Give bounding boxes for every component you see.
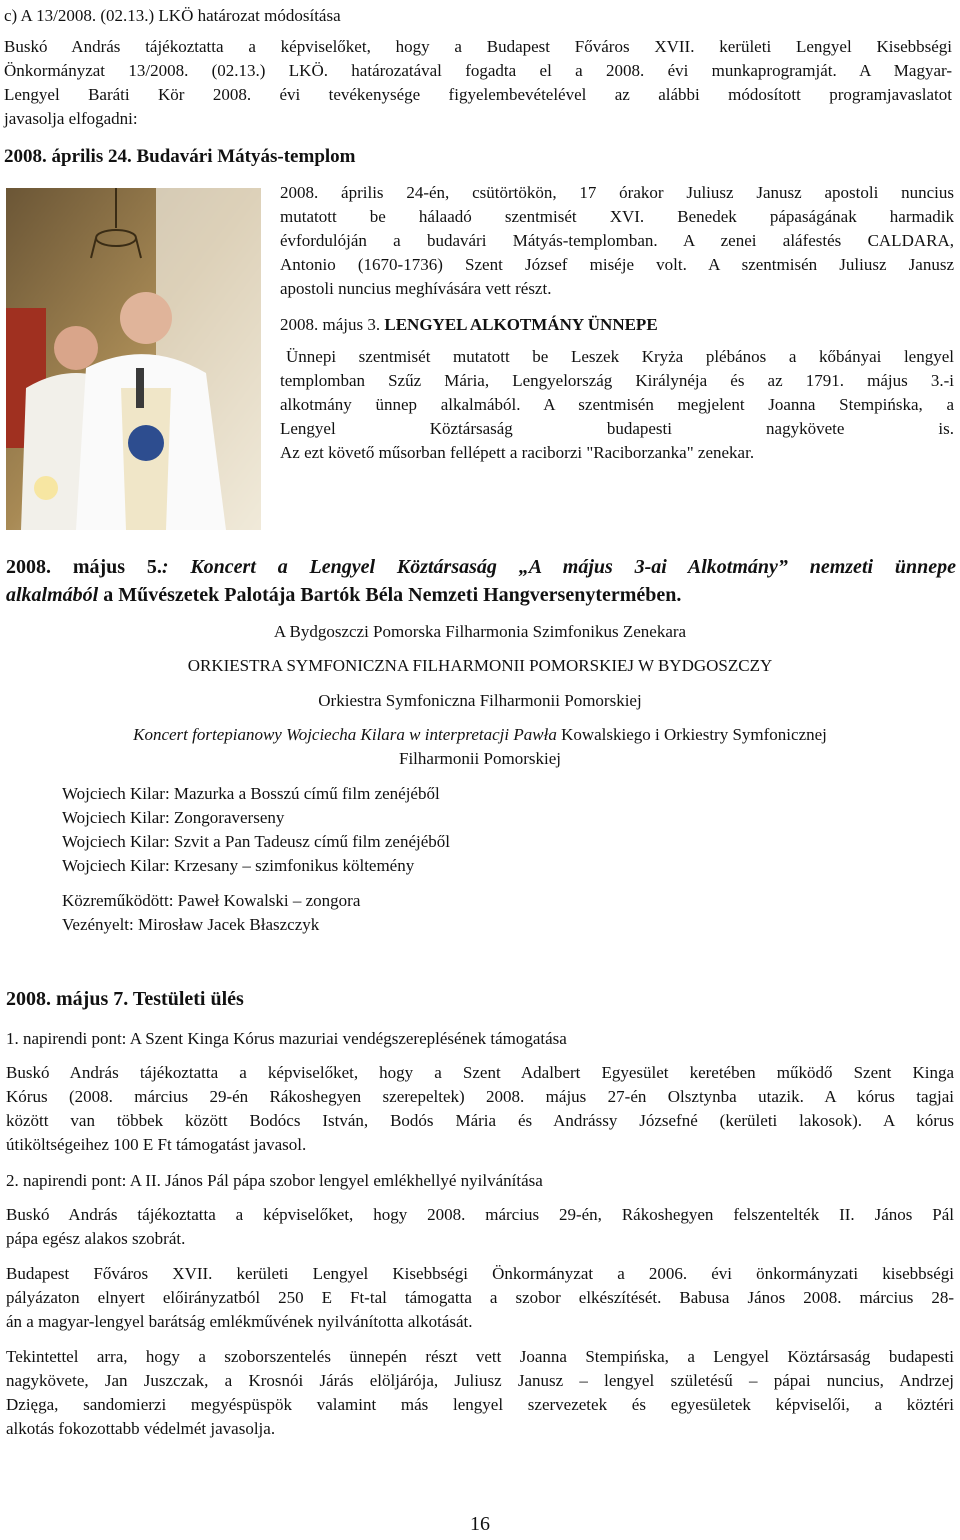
april-text-block xyxy=(280,181,954,300)
conductor: Vezényelt: Mirosław Jacek Błaszczyk xyxy=(62,915,320,934)
church-photo xyxy=(6,188,261,530)
may3-line: alkotmány ünnep alkalmából. A szentmisén megjelent Joanna Stempińska, a xyxy=(280,395,954,414)
para-line: Tekintettel arra, hogy a szoborszentelés ünnepén részt vett Joanna Stempińska, a Lengyel Köztársaság budapesti xyxy=(6,1347,954,1366)
para-line: Buskó András tájékoztatta a képviselőket, hogy 2008. március 29-én, Rákoshegyen felszentelték II. János Pál xyxy=(6,1205,954,1224)
may5-italic-title: : Koncert a Lengyel Köztársaság „A május 3-ai Alkotmány” nemzeti ünnepe xyxy=(161,556,956,578)
may3-line: Az ezt követő műsorban fellépett a raciborzi "Raciborzanka" zenekar. xyxy=(280,443,755,462)
para-line: Kórus (2008. március 29-én Rákoshegyen szerepeltek) 2008. május 27-én Olsztynba utazik. A kórus tagjai xyxy=(6,1087,954,1106)
may3-heading xyxy=(280,313,658,336)
para-line: pályázaton elnyert előirányzatból 250 E Ft-tal támogatta a szobor elkészítését. Babusa János 2008. március 28- xyxy=(6,1288,954,1307)
program-item: Wojciech Kilar: Krzesany – szimfonikus költemény xyxy=(62,856,415,875)
concert-rest: Kowalskiego i Orkiestry Symfonicznej xyxy=(556,725,827,744)
may3-text-block xyxy=(280,345,954,464)
may3-title: LENGYEL ALKOTMÁNY ÜNNEPE xyxy=(384,315,658,334)
program-list xyxy=(62,782,450,877)
para-line: alkotás fokozottabb védelmét javasolja. xyxy=(6,1419,276,1438)
may5-heading-line2 xyxy=(6,581,681,609)
april-line: apostoli nuncius meghívására vett részt. xyxy=(280,279,552,298)
may5-heading-line1 xyxy=(6,553,956,581)
concert-line2: Filharmonii Pomorskiej xyxy=(399,749,561,768)
para-line: Lengyel Baráti Kör 2008. évi tevékenysége figyelembevételével az alábbi módosított programjavaslatot xyxy=(4,85,952,104)
para-line: között van többek között Bodócs István, Bodós Mária és Andrássy Józsefné (kerületi lakosok). A kórus xyxy=(6,1111,954,1130)
photo-illustration xyxy=(6,188,261,530)
section-c-heading: c) A 13/2008. (02.13.) LKÖ határozat módosítása xyxy=(4,6,341,25)
concert-italic: Koncert fortepianowy Wojciecha Kilara w interpretacji Pawła xyxy=(133,725,557,744)
item2-paragraph-1 xyxy=(6,1203,954,1250)
program-item: Wojciech Kilar: Zongoraverseny xyxy=(62,808,285,827)
agenda-item-2: 2. napirendi pont: A II. János Pál pápa szobor lengyel emlékhellyé nyilvánítása xyxy=(6,1171,543,1190)
concert-line1 xyxy=(0,723,960,746)
para-line: javasolja elfogadni: xyxy=(4,109,138,128)
page-number: 16 xyxy=(470,1513,490,1535)
orchestra-hu: A Bydgoszczi Pomorska Filharmonia Szimfonikus Zenekara xyxy=(273,622,687,641)
may3-date: 2008. május 3. xyxy=(280,315,381,334)
program-item: Wojciech Kilar: Szvit a Pan Tadeusz című film zenéjéből xyxy=(62,832,451,851)
item1-paragraph xyxy=(6,1061,954,1156)
may5-venue: a Művészetek Palotája Bartók Béla Nemzeti Hangversenytermében. xyxy=(98,584,682,606)
para-line: án a magyar-lengyel barátság emlékművének nyilvánította alkotását. xyxy=(6,1312,473,1331)
may5-italic-occasion: alkalmából xyxy=(6,584,99,606)
may5-date: 2008. május 5. xyxy=(6,556,162,578)
may3-line: templomban Szűz Mária, Lengyelország Királynéja és az 1791. május 3.-i xyxy=(280,371,954,390)
para-line: pápa egész alakos szobrát. xyxy=(6,1229,186,1248)
para-line: Budapest Főváros XVII. kerületi Lengyel Kisebbségi Önkormányzat a 2006. évi önkormányzati kisebbségi xyxy=(6,1264,954,1283)
item2-paragraph-3 xyxy=(6,1345,954,1440)
may3-line: Lengyel Köztársaság budapesti nagykövete is. xyxy=(280,419,954,438)
april-line: 2008. április 24-én, csütörtökön, 17 órakor Juliusz Janusz apostoli nuncius xyxy=(280,183,954,202)
orchestra-caps: ORKIESTRA SYMFONICZNA FILHARMONII POMORSKIEJ W BYDGOSZCZY xyxy=(187,656,773,675)
april-heading: 2008. április 24. Budavári Mátyás-templom xyxy=(4,146,356,167)
performer: Közreműködött: Paweł Kowalski – zongora xyxy=(62,891,361,910)
para-line: nagykövete, Jan Juszczak, a Krosnói Járás elöljárója, Juliusz Janusz – lengyel születésű – pápai nuncius, Andrzej xyxy=(6,1371,954,1390)
para-line: Önkormányzat 13/2008. (02.13.) LKÖ. határozatával fogadta el a 2008. évi munkaprogramját. A Magyar- xyxy=(4,61,952,80)
para-line: Buskó András tájékoztatta a képviselőket, hogy a Szent Adalbert Egyesület keretében működő Szent Kinga xyxy=(6,1063,954,1082)
item2-paragraph-2 xyxy=(6,1262,954,1333)
para-line: Dzięga, sandomierzi megyéspüspök valamint más lengyel szervezetek és egyesületek képviselői, a köztéri xyxy=(6,1395,954,1414)
agenda-item-1: 1. napirendi pont: A Szent Kinga Kórus mazuriai vendégszereplésének támogatása xyxy=(6,1029,567,1048)
para-line: Buskó András tájékoztatta a képviselőket, hogy a Budapest Főváros XVII. kerületi Lengyel Kisebbségi xyxy=(4,37,952,56)
april-line: Antonio (1670-1736) Szent József miséje volt. A szentmisén Juliusz Janusz xyxy=(280,255,954,274)
april-line: mutatott be hálaadó szentmisét XVI. Benedek pápaságának harmadik xyxy=(280,207,954,226)
program-item: Wojciech Kilar: Mazurka a Bosszú című film zenéjéből xyxy=(62,784,440,803)
para-line: útiköltségeihez 100 E Ft támogatást javasol. xyxy=(6,1135,307,1154)
may7-heading: 2008. május 7. Testületi ülés xyxy=(6,988,244,1010)
orchestra-pl: Orkiestra Symfoniczna Filharmonii Pomorskiej xyxy=(318,691,642,710)
april-line: évfordulóján a budavári Mátyás-templomban. A zenei aláfestés CALDARA, xyxy=(280,231,954,250)
may3-line: Ünnepi szentmisét mutatott be Leszek Kryża plébános a kőbányai lengyel xyxy=(286,347,954,366)
